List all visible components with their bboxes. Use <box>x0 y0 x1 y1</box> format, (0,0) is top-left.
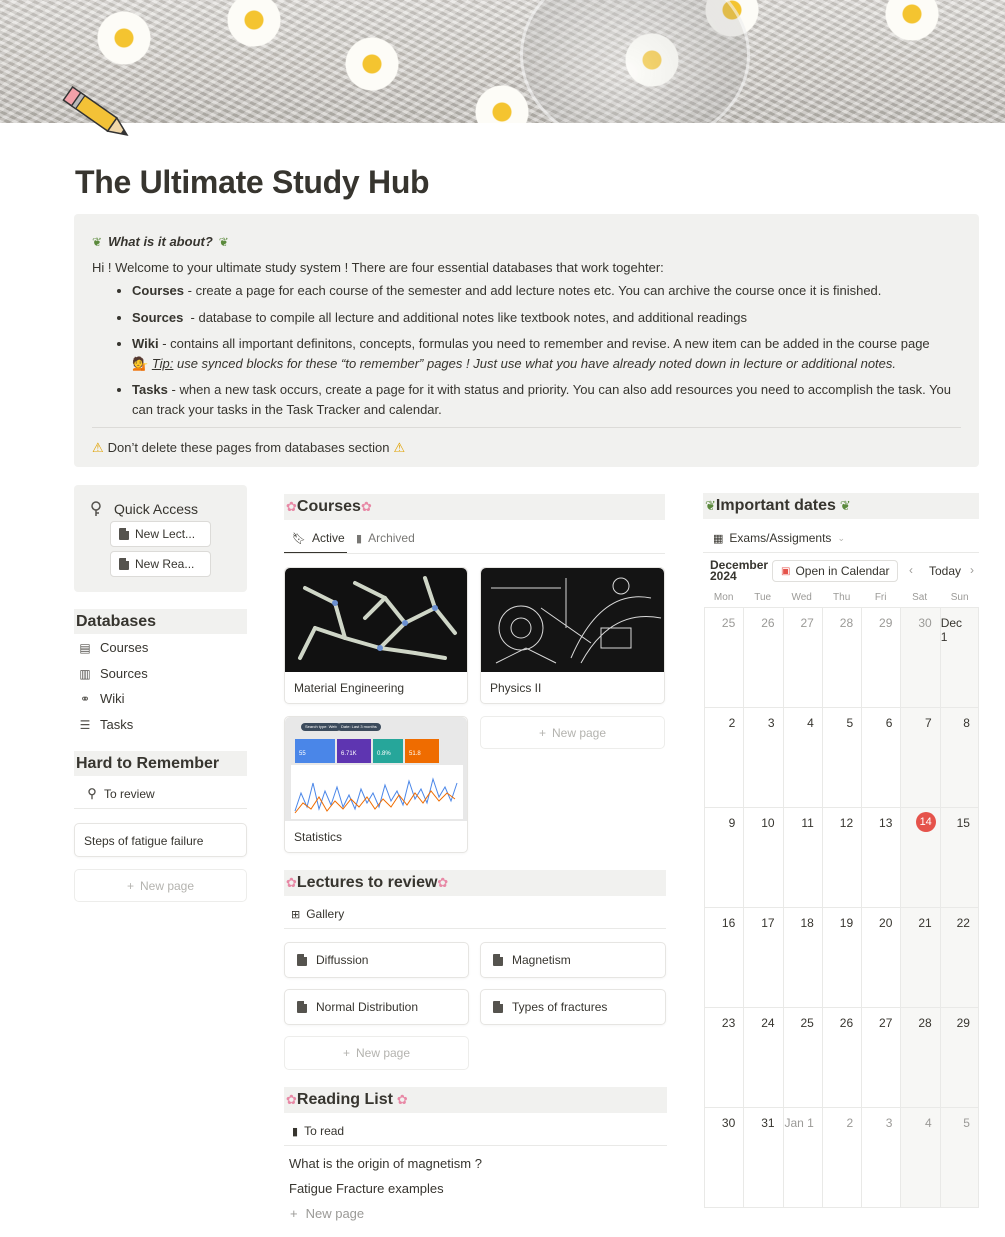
daisy-decoration <box>340 32 404 96</box>
tip-text <box>132 354 961 374</box>
calendar-day-cell[interactable] <box>704 1008 743 1107</box>
calendar-day-cell[interactable] <box>940 608 979 707</box>
item-text: - when a new task occurs, create a page for it with status and priority. You can also add resources you need to accomplish the task. You can track your tasks in the Task Tracker and calendar. <box>132 382 952 417</box>
day-number: 23 <box>721 1016 736 1030</box>
lectures-title: Lectures to review <box>296 874 438 891</box>
weekday-label: Sun <box>950 592 969 603</box>
book-icon: ▥ <box>79 666 91 681</box>
database-label: Courses <box>100 640 149 655</box>
calendar-day-cell[interactable] <box>783 1008 822 1107</box>
day-number: 25 <box>721 616 736 630</box>
day-number: 26 <box>839 1016 854 1030</box>
warning-icon: ⚠ <box>393 440 406 455</box>
card-title: Steps of fatigue failure <box>84 834 204 848</box>
molecule-cover-image <box>285 568 467 672</box>
plus-icon: + <box>126 878 134 893</box>
document-icon <box>119 528 129 540</box>
calendar-day-cell[interactable] <box>783 708 822 807</box>
calendar-day-cell[interactable] <box>861 1008 900 1107</box>
filter-chip: Search type: Web <box>301 723 341 731</box>
view-label: Gallery <box>306 907 345 921</box>
calendar-day-cell[interactable] <box>940 1008 979 1107</box>
database-link-courses[interactable] <box>78 640 148 655</box>
list-item <box>132 281 961 301</box>
database-link-sources[interactable] <box>78 666 148 681</box>
day-number: 13 <box>879 816 893 830</box>
hard-to-remember-heading <box>74 751 247 776</box>
book-icon: ▮ <box>292 1125 299 1138</box>
day-number: 5 <box>846 716 854 730</box>
card-title: Physics II <box>490 681 542 695</box>
reading-list-heading <box>284 1087 667 1113</box>
view-tab-to-read[interactable] <box>292 1124 344 1138</box>
list-item[interactable] <box>74 823 247 857</box>
calendar-grid <box>704 607 979 1208</box>
list-item[interactable]: What is the origin of magnetism ? <box>289 1156 482 1171</box>
calendar-week-row <box>704 1008 979 1108</box>
day-number: 5 <box>963 1116 970 1130</box>
database-label: Tasks <box>100 717 134 732</box>
calendar-day-cell[interactable] <box>822 608 861 707</box>
quick-access-panel <box>74 485 247 592</box>
chevron-down-icon: ⌄ <box>837 532 845 543</box>
day-number: 28 <box>839 616 854 630</box>
day-number: 29 <box>956 1016 970 1030</box>
item-name: Tasks <box>132 382 168 397</box>
document-icon <box>493 1001 503 1013</box>
flower-icon: ✿ <box>286 1092 297 1107</box>
calendar-day-cell[interactable] <box>743 608 782 707</box>
calendar-week-row <box>704 708 979 808</box>
plus-icon: + <box>342 1046 350 1060</box>
day-number: 28 <box>918 1016 932 1030</box>
calendar-day-cell[interactable] <box>822 1108 861 1207</box>
calendar-day-cell[interactable] <box>940 1108 979 1207</box>
databases-heading <box>74 609 247 634</box>
physics-cover-image <box>481 568 664 672</box>
flower-icon: ✿ <box>396 1092 408 1107</box>
bookmark-icon: 🔖︎ <box>292 532 306 545</box>
day-number: 24 <box>761 1016 775 1030</box>
divider <box>284 553 665 554</box>
calendar-day-cell[interactable] <box>861 708 900 807</box>
grid-icon: ⊞ <box>291 908 301 921</box>
about-heading-text: What is it about? <box>108 234 213 249</box>
stat-tile: 51.8 <box>405 739 439 763</box>
stat-tile: 55 <box>295 739 335 763</box>
tab-label: Archived <box>368 531 415 545</box>
checklist-icon: ☰ <box>79 717 91 732</box>
flower-icon: ✿ <box>437 875 449 890</box>
stat-tile: 0.8% <box>373 739 403 763</box>
about-intro: Hi ! Welcome to your ultimate study system ! There are four essential databases that work togehter: <box>92 259 664 275</box>
item-text: - database to compile all lecture and additional notes like textbook notes, and additional readings <box>183 309 748 325</box>
calendar-day-cell[interactable] <box>900 708 939 807</box>
warning-line <box>92 438 961 458</box>
item-name: Courses <box>132 283 185 298</box>
reading-list-title: Reading List <box>296 1091 393 1108</box>
view-label: To review <box>104 787 155 801</box>
day-number: 16 <box>721 916 736 930</box>
line-chart-illustration <box>285 763 467 821</box>
leaf-icon: ❦ <box>92 234 103 249</box>
new-page-button[interactable] <box>480 716 665 749</box>
next-month-button[interactable]: › <box>970 563 974 577</box>
calendar-day-cell[interactable] <box>704 1108 743 1207</box>
calendar-day-cell[interactable] <box>900 1008 939 1107</box>
warning-text: Don’t delete these pages from databases section <box>107 440 390 455</box>
calendar-day-cell[interactable] <box>783 908 822 1007</box>
calendar-day-cell[interactable] <box>861 608 900 707</box>
important-dates-heading <box>703 493 979 519</box>
calendar-day-cell[interactable] <box>822 908 861 1007</box>
day-number: 19 <box>839 916 854 930</box>
item-text: - contains all important definitons, concepts, formulas you need to remember and revise. A new item can be added in the course page <box>158 336 930 351</box>
calendar-day-cell[interactable] <box>861 1108 900 1207</box>
year-label: 2024 <box>710 569 737 583</box>
filter-chip: Date: Last 3 months <box>337 723 381 731</box>
calendar-day-cell[interactable] <box>704 808 743 907</box>
view-tab-exams[interactable] <box>713 531 845 545</box>
calendar-day-cell[interactable] <box>861 808 900 907</box>
flower-icon: ✿ <box>286 875 297 890</box>
calendar-day-cell[interactable] <box>900 1108 939 1207</box>
view-label: Exams/Assigments <box>729 531 832 545</box>
day-number: 27 <box>879 1016 893 1030</box>
day-number: 4 <box>807 716 814 730</box>
divider <box>92 427 961 428</box>
day-number: 29 <box>879 616 893 630</box>
chalkboard-illustration <box>481 568 664 672</box>
card-title: Magnetism <box>512 953 571 967</box>
leaf-icon: ❦ <box>839 498 851 513</box>
item-text: - create a page for each course of the semester and add lecture notes etc. You can archive the course once it is finished. <box>184 283 882 298</box>
month-name: December <box>710 558 769 572</box>
calendar-day-cell[interactable] <box>822 808 861 907</box>
calendar-day-cell[interactable] <box>861 908 900 1007</box>
day-number: 22 <box>956 916 970 930</box>
weekday-label: Thu <box>833 592 851 603</box>
calendar-week-row <box>704 908 979 1008</box>
day-number: 11 <box>801 816 814 830</box>
calendar-day-cell[interactable] <box>743 908 782 1007</box>
calendar-day-cell[interactable] <box>900 808 939 907</box>
day-number: 7 <box>925 716 932 730</box>
calendar-day-cell[interactable] <box>743 708 782 807</box>
calendar-day-cell[interactable] <box>900 608 939 707</box>
stat-tile: 6.71K <box>337 739 371 763</box>
day-number: 9 <box>728 816 736 830</box>
day-number: 27 <box>800 616 814 630</box>
item-name: Sources <box>132 309 184 325</box>
day-number: 6 <box>885 716 893 730</box>
calendar-icon: ▣ <box>781 565 791 577</box>
new-lecture-button[interactable] <box>110 521 211 547</box>
tip-body: use synced blocks for these “to remember” pages ! Just use what you have already noted down in lecture or additional notes. <box>173 355 896 371</box>
calendar-day-cell[interactable] <box>704 608 743 707</box>
divider <box>284 1145 667 1146</box>
databases-title: Databases <box>76 612 157 630</box>
calendar-week-row <box>704 608 979 708</box>
day-number: 30 <box>918 616 932 630</box>
calendar-day-cell[interactable] <box>743 1108 782 1207</box>
weekday-label: Tue <box>754 592 772 603</box>
daisy-decoration <box>92 6 156 70</box>
button-label: New page <box>551 725 607 740</box>
pencil-icon[interactable] <box>58 82 138 152</box>
document-icon <box>297 954 307 966</box>
card-title: Normal Distribution <box>316 1000 419 1014</box>
pin-icon <box>88 501 104 517</box>
database-description-list <box>92 281 961 419</box>
tip-icon: 💁 <box>132 355 149 371</box>
lecture-card-diffussion[interactable] <box>284 942 469 978</box>
day-number: 30 <box>721 1116 736 1130</box>
day-number: 31 <box>761 1116 775 1130</box>
view-tab-to-review[interactable] <box>86 787 155 801</box>
about-heading <box>92 232 961 252</box>
daisy-decoration <box>880 0 944 46</box>
course-card-physics-ii[interactable] <box>480 567 665 704</box>
day-number: 18 <box>800 916 814 930</box>
new-page-button[interactable] <box>74 869 247 902</box>
day-number: 3 <box>767 716 775 730</box>
divider <box>74 808 247 809</box>
day-number: 10 <box>761 816 775 830</box>
button-label: Open in Calendar <box>795 564 890 578</box>
day-number: 2 <box>846 1116 854 1130</box>
about-callout <box>74 214 979 467</box>
cover-image <box>0 0 1005 123</box>
statistics-cover-image <box>285 717 467 821</box>
lecture-card-types-of-fractures[interactable] <box>480 989 666 1025</box>
month-label <box>710 560 768 582</box>
list-item <box>132 334 961 373</box>
day-number: 15 <box>956 816 970 830</box>
day-number: 25 <box>800 1016 814 1030</box>
weekday-label: Fri <box>874 592 887 603</box>
card-title: Material Engineering <box>294 681 405 695</box>
binoculars-icon: ⚭ <box>79 691 91 706</box>
view-tab-gallery[interactable] <box>291 907 344 921</box>
daisy-decoration <box>222 0 286 52</box>
tip-label: Tip: <box>151 355 174 371</box>
button-label: New page <box>139 878 195 893</box>
weekday-label: Wed <box>791 592 812 603</box>
tab-label: Active <box>311 531 345 545</box>
calendar-day-cell[interactable] <box>783 608 822 707</box>
calendar-week-row <box>704 1108 979 1208</box>
document-icon <box>493 954 503 966</box>
database-link-wiki[interactable] <box>78 691 125 706</box>
day-number: 12 <box>839 816 854 830</box>
weekday-label: Sat <box>912 592 928 603</box>
warning-icon: ⚠ <box>92 440 104 455</box>
calendar-icon: ▦ <box>713 532 724 545</box>
glass-decoration <box>520 0 750 123</box>
tab-active[interactable] <box>292 531 345 545</box>
calendar-day-cell[interactable] <box>822 1008 861 1107</box>
document-icon <box>119 558 129 570</box>
day-number: 20 <box>879 916 893 930</box>
day-number: 17 <box>761 916 775 930</box>
open-in-calendar-button[interactable] <box>772 560 898 582</box>
database-label: Wiki <box>100 691 125 706</box>
button-label: New page <box>355 1046 411 1060</box>
bookmark-icon: ▮ <box>356 532 363 545</box>
day-number: Dec 1 <box>940 616 963 644</box>
calendar-week-row <box>704 808 979 908</box>
button-label: New page <box>305 1206 365 1221</box>
pin-icon <box>86 788 98 800</box>
lecture-card-magnetism[interactable] <box>480 942 666 978</box>
day-number: 3 <box>885 1116 893 1130</box>
today-button[interactable]: Today <box>929 564 962 578</box>
divider <box>703 552 979 553</box>
calendar-day-cell[interactable] <box>900 908 939 1007</box>
item-name: Wiki <box>132 336 159 351</box>
view-label: To read <box>304 1124 345 1138</box>
calendar-day-cell[interactable] <box>783 1108 822 1207</box>
document-icon <box>297 1001 307 1013</box>
divider <box>284 928 666 929</box>
course-card-material-engineering[interactable] <box>284 567 468 704</box>
card-title: Types of fractures <box>512 1000 608 1014</box>
flower-icon: ✿ <box>286 499 297 514</box>
lectures-heading <box>284 870 666 896</box>
calendar-day-cell[interactable] <box>940 908 979 1007</box>
calendar-day-cell[interactable] <box>822 708 861 807</box>
flower-icon: ✿ <box>360 499 372 514</box>
new-page-button[interactable] <box>284 1036 469 1070</box>
leaf-icon: ❦ <box>705 498 716 513</box>
day-number: 26 <box>761 616 775 630</box>
calendar-day-cell[interactable] <box>940 708 979 807</box>
day-number: 4 <box>925 1116 932 1130</box>
courses-heading <box>284 494 665 520</box>
previous-month-button[interactable]: ‹ <box>909 563 913 577</box>
calendar-day-cell[interactable] <box>704 908 743 1007</box>
tab-archived[interactable] <box>356 531 415 545</box>
day-number: 2 <box>728 716 736 730</box>
new-reading-button[interactable] <box>110 551 211 577</box>
list-item[interactable]: Fatigue Fracture examples <box>289 1181 444 1196</box>
today-date-badge: 14 <box>916 812 936 832</box>
calendar-day-cell[interactable] <box>743 1008 782 1107</box>
weekday-label: Mon <box>713 592 734 603</box>
calendar-day-cell[interactable] <box>940 808 979 907</box>
database-link-tasks[interactable] <box>78 717 133 732</box>
calendar-day-cell[interactable] <box>743 808 782 907</box>
quick-access-title: Quick Access <box>114 501 199 517</box>
button-label: New Rea... <box>135 557 195 571</box>
card-title: Statistics <box>294 830 343 844</box>
page-title: The Ultimate Study Hub <box>75 164 430 200</box>
calendar-day-cell[interactable] <box>704 708 743 807</box>
molecule-illustration <box>285 568 467 672</box>
card-title: Diffussion <box>316 953 369 967</box>
list-item <box>132 308 961 328</box>
button-label: New Lect... <box>135 527 196 541</box>
daisy-decoration <box>470 80 534 123</box>
plus-icon: + <box>538 725 546 740</box>
day-number: Jan 1 <box>784 1116 814 1130</box>
courses-title: Courses <box>296 498 361 515</box>
database-label: Sources <box>100 666 148 681</box>
lecture-card-normal-distribution[interactable] <box>284 989 469 1025</box>
plus-icon: + <box>290 1206 298 1221</box>
day-number: 21 <box>918 916 932 930</box>
list-item <box>132 380 961 419</box>
calendar-day-cell[interactable] <box>783 808 822 907</box>
course-card-statistics[interactable] <box>284 716 468 853</box>
archive-icon: ▤ <box>79 640 91 655</box>
day-number: 8 <box>963 716 970 730</box>
important-dates-title: Important dates <box>715 497 836 514</box>
hard-to-remember-title: Hard to Remember <box>76 754 220 772</box>
new-page-button[interactable] <box>290 1206 364 1221</box>
leaf-icon: ❦ <box>218 234 229 249</box>
